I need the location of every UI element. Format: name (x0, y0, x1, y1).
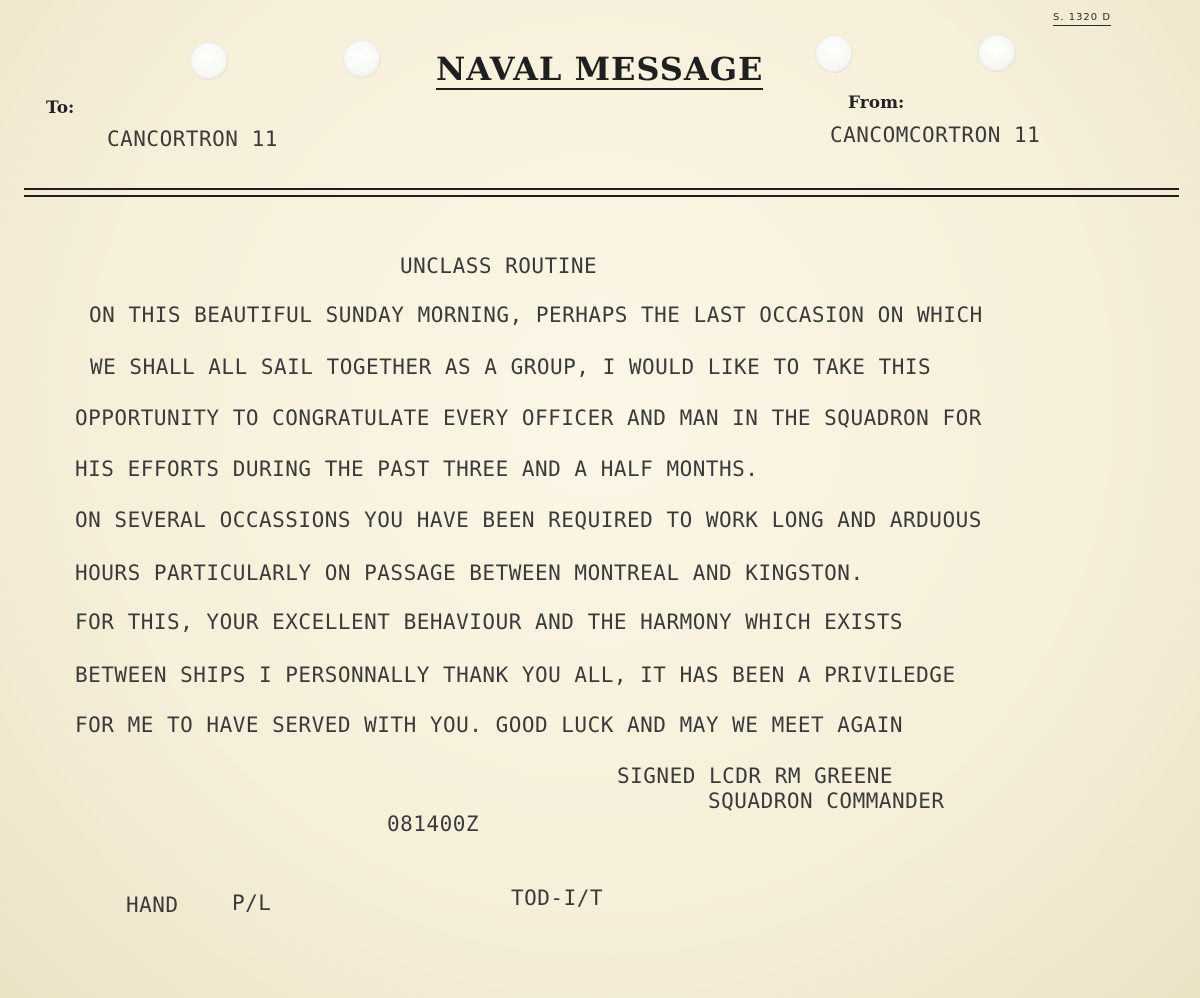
message-line: OPPORTUNITY TO CONGRATULATE EVERY OFFICER AND MAN IN THE SQUADRON FOR (75, 406, 982, 430)
punch-hole (815, 35, 853, 73)
message-line: FOR ME TO HAVE SERVED WITH YOU. GOOD LUCK AND MAY WE MEET AGAIN (75, 713, 904, 737)
signature: SIGNED LCDR RM GREENE (617, 764, 894, 788)
message-line: FOR THIS, YOUR EXCELLENT BEHAVIOUR AND THE HARMONY WHICH EXISTS (75, 610, 904, 634)
header-divider-top (24, 188, 1179, 190)
form-title: NAVAL MESSAGE (436, 50, 764, 88)
message-line: HOURS PARTICULARLY ON PASSAGE BETWEEN MONTREAL AND KINGSTON. (75, 561, 864, 585)
delivery-code: P/L (232, 891, 272, 915)
message-line: ON SEVERAL OCCASSIONS YOU HAVE BEEN REQUIRED TO WORK LONG AND ARDUOUS (75, 508, 982, 532)
time-of-delivery: TOD-I/T (511, 886, 604, 910)
classification: UNCLASS ROUTINE (400, 254, 598, 278)
message-line: BETWEEN SHIPS I PERSONNALLY THANK YOU ALL, IT HAS BEEN A PRIVILEDGE (75, 663, 956, 687)
message-line: WE SHALL ALL SAIL TOGETHER AS A GROUP, I WOULD LIKE TO TAKE THIS (90, 355, 932, 379)
message-line: ON THIS BEAUTIFUL SUNDAY MORNING, PERHAPS THE LAST OCCASION ON WHICH (89, 303, 983, 327)
from-value: CANCOMCORTRON 11 (830, 123, 1041, 147)
to-label: To: (46, 98, 75, 118)
to-value: CANCORTRON 11 (107, 127, 278, 151)
from-label: From: (848, 93, 905, 113)
message-line: HIS EFFORTS DURING THE PAST THREE AND A HALF MONTHS. (75, 457, 759, 481)
signature-title: SQUADRON COMMANDER (708, 789, 945, 813)
form-code: S. 1320 D (1053, 12, 1111, 26)
punch-hole (978, 34, 1016, 72)
punch-hole (190, 42, 228, 80)
punch-hole (343, 40, 381, 78)
delivery-method: HAND (126, 893, 179, 917)
date-time-group: 081400Z (387, 812, 480, 836)
header-divider-bottom (24, 195, 1179, 197)
